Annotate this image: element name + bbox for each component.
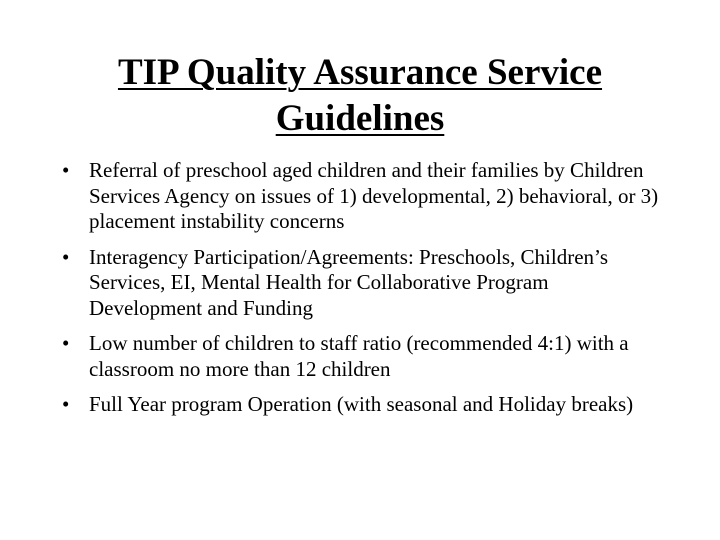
slide-title: TIP Quality Assurance Service Guidelines: [117, 52, 603, 139]
bullet-item: [62, 158, 662, 235]
bullet-text: Full Year program Operation (with seasonal and Holiday breaks): [89, 392, 634, 416]
bullet-text: Interagency Participation/Agreements: Preschools, Children’s Services, EI, Mental Health for Collaborative Program Development and Funding: [89, 244, 609, 320]
bullet-dot-icon: •: [62, 331, 70, 355]
bullet-item: [62, 245, 662, 322]
bullet-dot-icon: •: [62, 392, 70, 416]
bullet-list: [62, 158, 662, 428]
bullet-dot-icon: •: [62, 158, 70, 182]
bullet-item: [62, 331, 662, 382]
bullet-item: [62, 392, 662, 418]
bullet-dot-icon: •: [62, 244, 70, 269]
bullet-text: Low number of children to staff ratio (recommended 4:1) with a classroom no more than 12 children: [89, 331, 629, 381]
bullet-text: Referral of preschool aged children and their families by Children Services Agency on issues of 1) developmental, 2) behavioral, or 3) placement instability concerns: [89, 158, 659, 233]
